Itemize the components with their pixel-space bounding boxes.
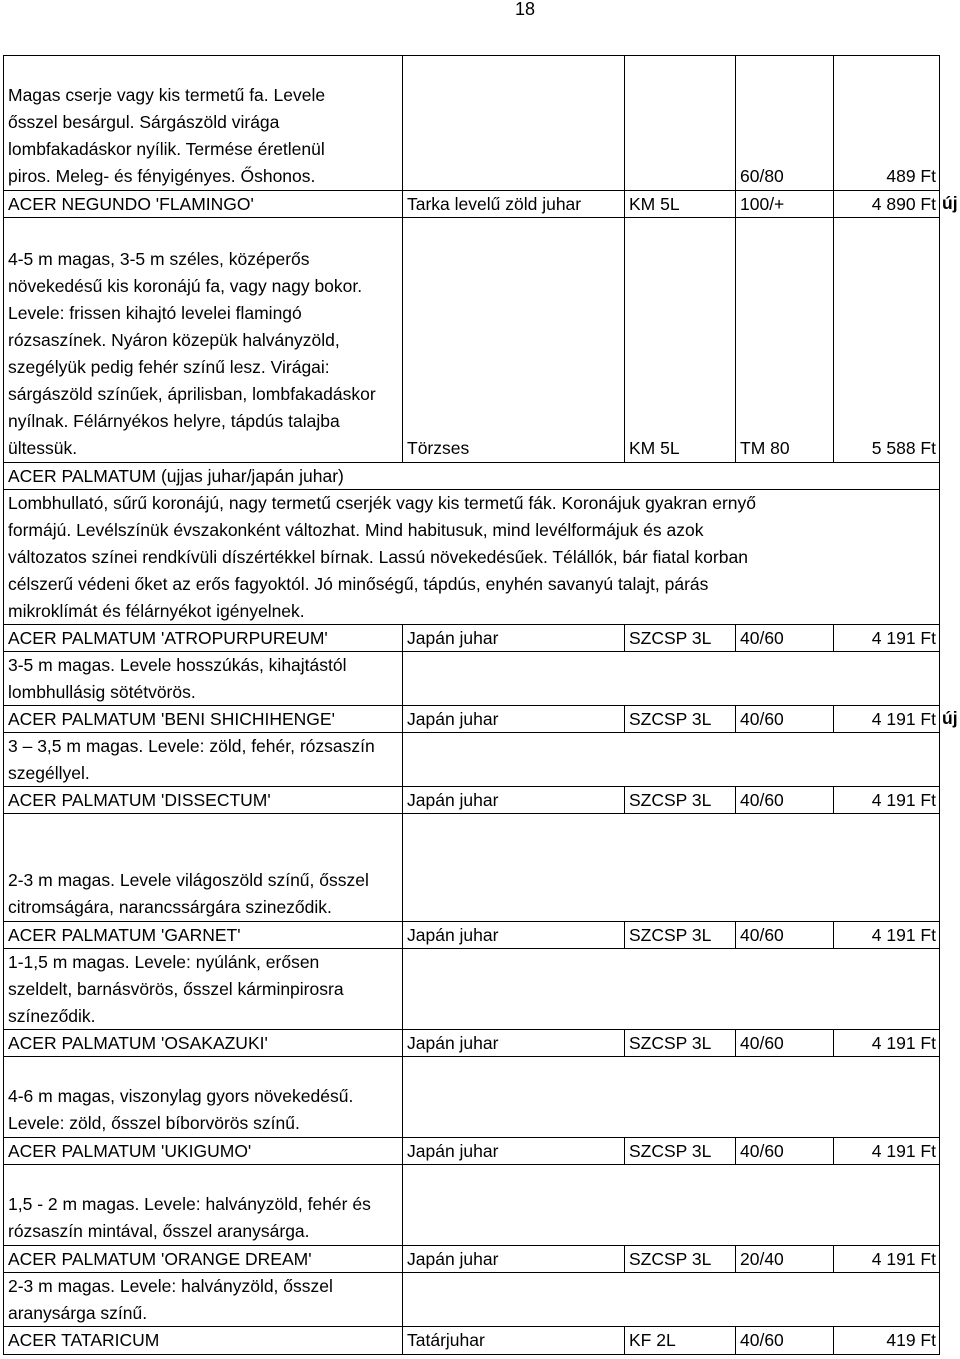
description-cell bbox=[3, 217, 402, 462]
product-description: Japán juhar bbox=[402, 921, 624, 948]
description-line: célszerű védeni őket az erős fagyoktól. Jó minőségű, tápdús, enyhén savanyú talajt, párás bbox=[8, 574, 709, 594]
description-cell bbox=[3, 55, 402, 190]
price-list-table bbox=[3, 55, 940, 1355]
pot-size: SZCSP 3L bbox=[624, 1137, 735, 1164]
plant-size: 40/60 bbox=[735, 624, 833, 651]
description-line: szegélyük pedig fehér színű lesz. Virágai: bbox=[8, 357, 330, 377]
description-line: ősszel besárgul. Sárgászöld virága bbox=[8, 112, 280, 132]
empty-cell bbox=[402, 732, 940, 786]
empty-cell bbox=[402, 1056, 940, 1137]
description-line: aranysárga színű. bbox=[8, 1303, 148, 1323]
empty-cell bbox=[402, 948, 940, 1029]
pot-size: KM 5L bbox=[629, 438, 680, 458]
pot-size-cell bbox=[624, 217, 735, 462]
product-name: ACER NEGUNDO 'FLAMINGO' bbox=[3, 190, 402, 217]
page-number: 18 bbox=[514, 0, 536, 19]
description-line: citromságára, narancssárgára szineződik. bbox=[8, 897, 332, 917]
product-name: ACER PALMATUM 'GARNET' bbox=[3, 921, 402, 948]
price: 419 Ft bbox=[833, 1326, 940, 1355]
product-description: Japán juhar bbox=[402, 1029, 624, 1056]
pot-size: KF 2L bbox=[624, 1326, 735, 1355]
product-description: Japán juhar bbox=[402, 624, 624, 651]
pot-size: SZCSP 3L bbox=[624, 624, 735, 651]
description-line: rózsaszín mintával, ősszel aranysárga. bbox=[8, 1221, 310, 1241]
pot-size: SZCSP 3L bbox=[624, 786, 735, 813]
product-description: Japán juhar bbox=[402, 705, 624, 732]
description-line: Lombhullató, sűrű koronájú, nagy termetű cserjék vagy kis termetű fák. Koronájuk gyakran ernyő bbox=[8, 493, 757, 513]
description-line: nyílnak. Félárnyékos helyre, tápdús talajba bbox=[8, 411, 340, 431]
product-description: Japán juhar bbox=[402, 1137, 624, 1164]
description-line: 1,5 - 2 m magas. Levele: halványzöld, fehér és bbox=[8, 1194, 371, 1214]
price-value: 489 Ft bbox=[886, 166, 936, 186]
product-name: ACER PALMATUM 'DISSECTUM' bbox=[3, 786, 402, 813]
description-line: színeződik. bbox=[8, 1006, 96, 1026]
product-name: ACER PALMATUM 'OSAKAZUKI' bbox=[3, 1029, 402, 1056]
plant-size: 100/+ bbox=[735, 190, 833, 217]
product-name: ACER TATARICUM bbox=[3, 1326, 402, 1355]
plant-size: 40/60 bbox=[735, 921, 833, 948]
description-line: Magas cserje vagy kis termetű fa. Levele bbox=[8, 85, 326, 105]
description-line: rózsaszínek. Nyáron közepük halványzöld, bbox=[8, 330, 340, 350]
description-line: szegéllyel. bbox=[8, 763, 90, 783]
price: 4 890 Ft bbox=[833, 190, 940, 217]
pot-size: SZCSP 3L bbox=[624, 921, 735, 948]
plant-size: 40/60 bbox=[735, 1137, 833, 1164]
product-name: ACER PALMATUM 'BENI SHICHIHENGE' bbox=[3, 705, 402, 732]
product-name: ACER PALMATUM 'ORANGE DREAM' bbox=[3, 1245, 402, 1272]
description-line: 4-6 m magas, viszonylag gyors növekedésű. bbox=[8, 1086, 354, 1106]
description-cell bbox=[3, 1164, 402, 1245]
new-badge: új bbox=[942, 708, 958, 728]
product-description: Japán juhar bbox=[402, 786, 624, 813]
description-line: változatos színei rendkívüli díszértékkel bírnak. Lassú növekedésűek. Télállók, bár fiatal korban bbox=[8, 547, 748, 567]
empty-cell bbox=[402, 55, 624, 190]
price: 4 191 Ft bbox=[833, 921, 940, 948]
description-line: lombhullásig sötétvörös. bbox=[8, 682, 196, 702]
empty-cell bbox=[402, 1164, 940, 1245]
plant-size: 40/60 bbox=[735, 786, 833, 813]
description-line: 2-3 m magas. Levele világoszöld színű, ősszel bbox=[8, 870, 369, 890]
price: 4 191 Ft bbox=[833, 1029, 940, 1056]
description-line: piros. Meleg- és fényigényes. Őshonos. bbox=[8, 166, 316, 186]
plant-size: 40/60 bbox=[735, 705, 833, 732]
plant-size-cell bbox=[735, 217, 833, 462]
plant-size: 40/60 bbox=[735, 1326, 833, 1355]
description-cell bbox=[3, 651, 402, 705]
price-cell bbox=[833, 55, 940, 190]
description-cell bbox=[3, 732, 402, 786]
description-line: lombfakadáskor nyílik. Termése éretlenül bbox=[8, 139, 325, 159]
empty-cell bbox=[402, 1272, 940, 1326]
plant-size: TM 80 bbox=[740, 438, 790, 458]
product-description: Japán juhar bbox=[402, 1245, 624, 1272]
description-line: Levele: zöld, ősszel bíborvörös színű. bbox=[8, 1113, 300, 1133]
plant-size: 20/40 bbox=[735, 1245, 833, 1272]
description-line: ültessük. bbox=[8, 438, 78, 458]
price: 4 191 Ft bbox=[833, 1137, 940, 1164]
product-description-cell bbox=[402, 217, 624, 462]
empty-cell bbox=[402, 651, 940, 705]
description-line: 3-5 m magas. Levele hosszúkás, kihajtástól bbox=[8, 655, 347, 675]
description-line: Levele: frissen kihajtó levelei flamingó bbox=[8, 303, 302, 323]
price-cell bbox=[833, 217, 940, 462]
plant-size: 40/60 bbox=[735, 1029, 833, 1056]
size-cell bbox=[735, 55, 833, 190]
product-name: ACER PALMATUM 'ATROPURPUREUM' bbox=[3, 624, 402, 651]
price: 4 191 Ft bbox=[833, 786, 940, 813]
group-header: ACER PALMATUM (ujjas juhar/japán juhar) bbox=[3, 462, 940, 489]
description-cell bbox=[3, 948, 402, 1029]
description-cell bbox=[3, 1056, 402, 1137]
description-line: szeldelt, barnásvörös, ősszel kárminpirosra bbox=[8, 979, 344, 999]
product-description: Törzses bbox=[407, 438, 470, 458]
pot-size: SZCSP 3L bbox=[624, 705, 735, 732]
product-name: ACER PALMATUM 'UKIGUMO' bbox=[3, 1137, 402, 1164]
price: 4 191 Ft bbox=[833, 624, 940, 651]
new-badge: új bbox=[942, 193, 958, 213]
description-line: 4-5 m magas, 3-5 m széles, középerős bbox=[8, 249, 310, 269]
description-cell bbox=[3, 1272, 402, 1326]
description-line: 2-3 m magas. Levele: halványzöld, ősszel bbox=[8, 1276, 333, 1296]
description-line: növekedésű kis koronájú fa, vagy nagy bokor. bbox=[8, 276, 363, 296]
description-line: formájú. Levélszínük évszakonként változhat. Mind habitusuk, mind levélformájuk és azok bbox=[8, 520, 704, 540]
product-description: Tatárjuhar bbox=[402, 1326, 624, 1355]
pot-size: SZCSP 3L bbox=[624, 1245, 735, 1272]
product-description: Tarka levelű zöld juhar bbox=[402, 190, 624, 217]
description-line: sárgászöld színűek, áprilisban, lombfakadáskor bbox=[8, 384, 376, 404]
pot-size: KM 5L bbox=[624, 190, 735, 217]
description-line: mikroklímát és félárnyékot igényelnek. bbox=[8, 601, 305, 621]
group-description bbox=[3, 489, 940, 624]
price: 5 588 Ft bbox=[871, 438, 936, 458]
pot-size: SZCSP 3L bbox=[624, 1029, 735, 1056]
size-value: 60/80 bbox=[740, 166, 784, 186]
empty-cell bbox=[402, 813, 940, 921]
description-line: 1-1,5 m magas. Levele: nyúlánk, erősen bbox=[8, 952, 320, 972]
price: 4 191 Ft bbox=[833, 1245, 940, 1272]
price: 4 191 Ft bbox=[833, 705, 940, 732]
description-line: 3 – 3,5 m magas. Levele: zöld, fehér, rózsaszín bbox=[8, 736, 375, 756]
empty-cell bbox=[624, 55, 735, 190]
description-cell bbox=[3, 813, 402, 921]
